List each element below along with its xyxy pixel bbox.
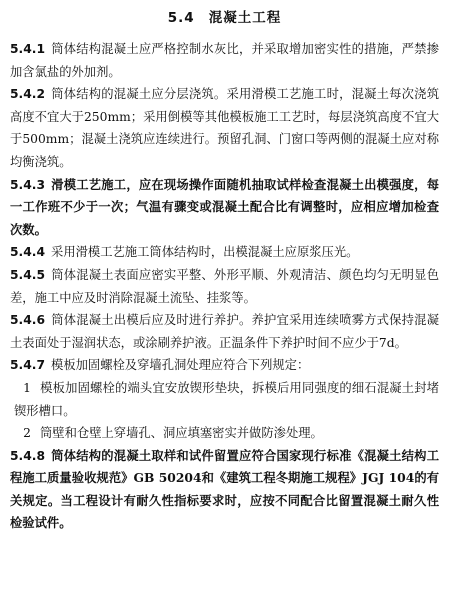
- clause-text: 筒体混凝土出模后应及时进行养护。养护宜采用连续喷雾方式保持混凝土表面处于湿润状态，或涂刷养护液。正温条件下养护时间不应少于7d。: [10, 313, 439, 350]
- item-text: 筒壁和仓壁上穿墙孔、洞应填塞密实并做防渗处理。: [40, 426, 323, 441]
- clause-text: 筒体结构混凝土应严格控制水灰比，并采取增加密实性的措施，严禁掺加含氯盐的外加剂。: [10, 42, 439, 79]
- section-title-text: 混凝土工程: [208, 10, 282, 26]
- item-number: 2: [23, 426, 31, 441]
- clause-5-4-7-item-1: [10, 377, 439, 422]
- clause-number: 5.4.3: [10, 177, 46, 192]
- clause-5-4-2: [10, 83, 439, 173]
- item-number: 1: [23, 380, 31, 395]
- clause-text: 模板加固螺栓及穿墙孔洞处理应符合下列规定：: [51, 358, 310, 373]
- clause-number: 5.4.8: [10, 448, 46, 463]
- clause-5-4-7: [10, 354, 439, 377]
- clause-number: 5.4.1: [10, 42, 46, 56]
- clause-number: 5.4.7: [10, 358, 46, 373]
- section-number: 5.4: [167, 10, 195, 26]
- clause-5-4-4: [10, 241, 439, 264]
- clause-5-4-7-item-2: [10, 422, 439, 445]
- clause-text: 筒体结构的混凝土取样和试件留置应符合国家现行标准《混凝土结构工程施工质量验收规范》GB 50204和《建筑工程冬期施工规程》JGJ 104的有关规定。当工程设计有耐久性指标要求时，应按不同配合比留置混凝土耐久性检验试件。: [10, 447, 439, 531]
- clause-text: 筒体结构的混凝土应分层浇筑。采用滑模工艺施工时，混凝土每次浇筑高度不宜大于250mm；采用倒模等其他模板施工工艺时，每层浇筑高度不宜大于500mm；混凝土浇筑应连续进行。预留孔洞、门窗口等两侧的混凝土应对称均衡浇筑。: [10, 87, 439, 169]
- clause-number: 5.4.5: [10, 267, 46, 282]
- clause-text: 筒体混凝土表面应密实平整、外形平顺、外观清洁、颜色均匀无明显色差，施工中应及时消除混凝土流坠、挂浆等。: [10, 267, 439, 305]
- clause-5-4-1: [10, 38, 439, 83]
- clause-number: 5.4.4: [10, 245, 46, 260]
- clause-5-4-6: [10, 309, 439, 354]
- clause-number: 5.4.2: [10, 87, 46, 102]
- clause-text: 滑模工艺施工，应在现场操作面随机抽取试样检查混凝土出模强度，每一工作班不少于一次；气温有骤变或混凝土配合比有调整时，应相应增加检查次数。: [10, 176, 439, 237]
- clause-5-4-5: [10, 264, 439, 309]
- item-text: 模板加固螺栓的端头宜安放锲形垫块，拆模后用同强度的细石混凝土封堵锲形槽口。: [14, 380, 439, 418]
- section-title: [10, 4, 439, 32]
- clause-5-4-3: [10, 174, 439, 242]
- clause-number: 5.4.6: [10, 313, 46, 328]
- clause-text: 采用滑模工艺施工筒体结构时，出模混凝土应原浆压光。: [51, 245, 359, 260]
- clause-5-4-8: [10, 445, 439, 535]
